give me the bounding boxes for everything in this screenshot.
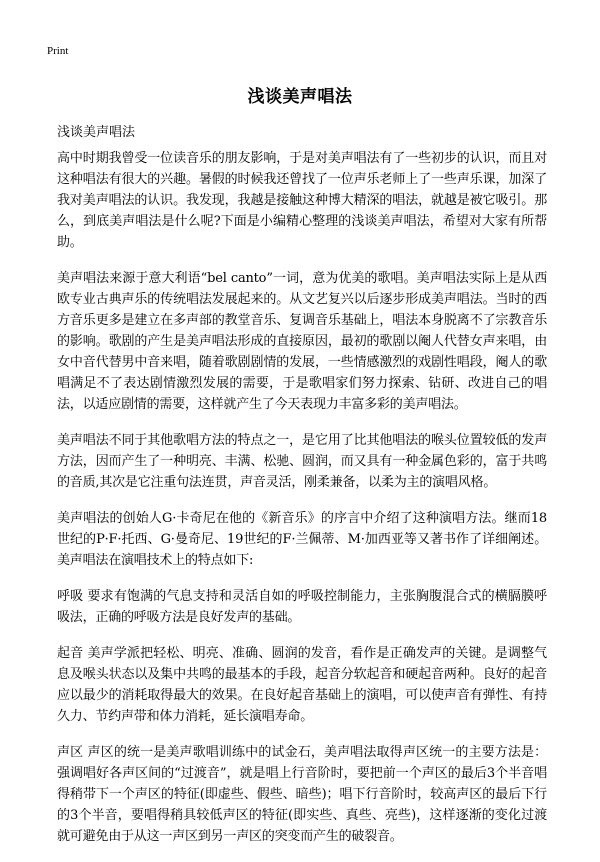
print-link[interactable]: Print	[47, 45, 69, 57]
paragraph-intro: 高中时期我曾受一位读音乐的朋友影响，于是对美声唱法有了一些初步的认识，而且对这种唱法有很大的兴趣。暑假的时候我还曾找了一位声乐老师上了一些声乐课，加深了我对美声唱法的认识。我发现，我越是接触这种博大精深的唱法，就越是被它吸引。那么，到底美声唱法是什么呢?下面是小编精心整理的浅谈美声唱法，希望对大家有所帮助。	[57, 151, 547, 250]
paragraph-founders: 美声唱法的创始人G·卡奇尼在他的《新音乐》的序言中介绍了这种演唱方法。继而18世纪的P·F·托西、G·曼奇尼、19世纪的F·兰佩蒂、M·加西亚等又著书作了详细阐述。美声唱法在演唱技术上的特点如下:	[57, 511, 547, 568]
page-title: 浅谈美声唱法	[247, 87, 353, 107]
paragraph-characteristics: 美声唱法不同于其他歌唱方法的特点之一，是它用了比其他唱法的喉头位置较低的发声方法，因而产生了一种明亮、丰满、松驰、圆润，而又具有一种金属色彩的，富于共鸣的音质,其次是它注重句法连贯，声音灵活，刚柔兼备，以柔为主的演唱风格。	[57, 433, 547, 490]
paragraph-onset: 起音 美声学派把轻松、明亮、准确、圆润的发音，看作是正确发声的关键。是调整气息及喉头状态以及集中共鸣的最基本的手段，起音分软起音和硬起音两种。良好的起音应以最少的消耗取得最大的效果。在良好起音基础上的演唱，可以使声音有弹性、有持久力、节约声带和体力消耗，延长演唱寿命。	[57, 646, 547, 724]
paragraph-origin: 美声唱法来源于意大利语“bel canto”一词，意为优美的歌唱。美声唱法实际上是从西欧专业古典声乐的传统唱法发展起来的。从文艺复兴以后逐步形成美声唱法。当时的西方音乐更多是建立在多声部的教堂音乐、复调音乐基础上，唱法本身脱离不了宗教音乐的影响。歌剧的产生是美声唱法形成的直接原因，最初的歌剧以阉人代替女声来唱，由女中音代替男中音来唱，随着歌剧剧情的发展，一些情感激烈的戏剧性唱段，阉人的歌唱满足不了表达剧情激烈发展的需要，于是歌唱家们努力探索、钻研、改进自己的唱法，以适应剧情的需要，这样就产生了今天表现力丰富多彩的美声唱法。	[57, 271, 547, 412]
paragraph-registers: 声区 声区的统一是美声歌唱训练中的试金石，美声唱法取得声区统一的主要方法是：强调唱好各声区间的“过渡音”，就是唱上行音阶时，要把前一个声区的最后3个半音唱得稍带下一个声区的特征(即虚些、假些、暗些)；唱下行音阶时，较高声区的最后下行的3个半音，要唱得稍具较低声区的特征(即实些、真些、亮些)，这样逐渐的变化过渡就可避免由于从这一声区到另一声区的突变而产生的破裂音。	[57, 745, 547, 844]
article-body	[57, 148, 547, 862]
article-subtitle: 浅谈美声唱法	[57, 125, 136, 140]
paragraph-breathing: 呼吸 要求有饱满的气息支持和灵活自如的呼吸控制能力，主张胸腹混合式的横膈膜呼吸法，正确的呼吸方法是良好发声的基础。	[57, 589, 547, 625]
